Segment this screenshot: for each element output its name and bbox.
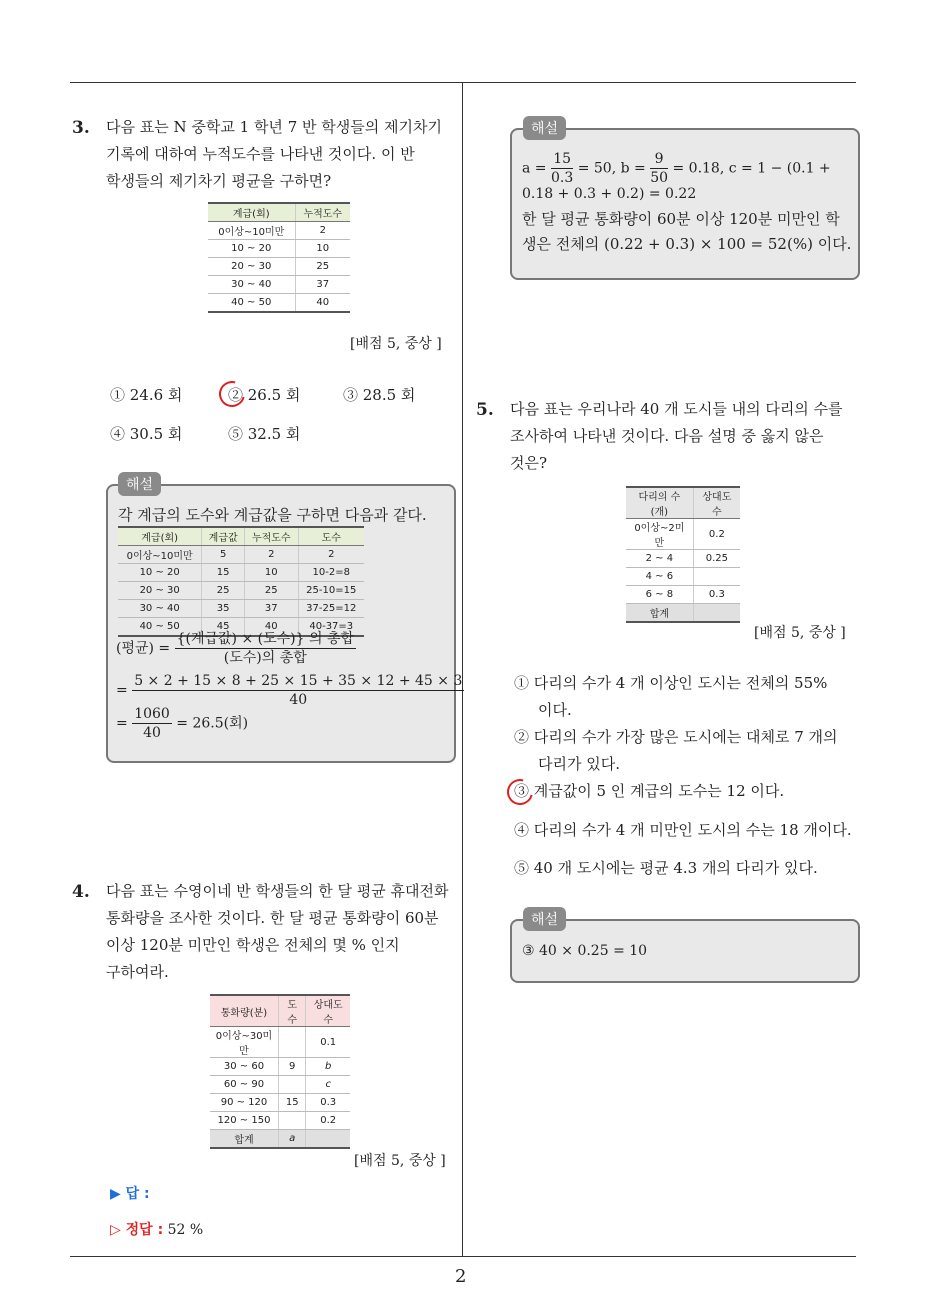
table-cell: 10	[245, 564, 299, 582]
q4-score: [배점 5, 중상 ]	[354, 1153, 446, 1169]
q4-text-line: 구하여라.	[106, 963, 169, 981]
table-cell: 15	[279, 1094, 306, 1112]
table-cell: 합계	[210, 1130, 279, 1149]
q3-text	[106, 114, 442, 195]
q3-table	[208, 202, 350, 313]
table-cell: 5	[202, 546, 245, 564]
q3-text-line: 학생들의 제기차기 평균을 구하면?	[106, 172, 332, 190]
equals-sign: =	[116, 682, 128, 699]
table-cell: 60 ~ 90	[210, 1076, 279, 1094]
table-cell: 6 ~ 8	[626, 586, 693, 604]
formula-result: = 26.5(회)	[176, 715, 249, 732]
equals-sign: =	[116, 715, 128, 732]
table-cell: 40 ~ 50	[208, 294, 295, 313]
correct-value: 52 %	[167, 1222, 204, 1238]
selected-circle-mark	[214, 376, 250, 412]
table-cell: 10 ~ 20	[118, 564, 202, 582]
q3-choice-3[interactable]: ③ 28.5 회	[343, 386, 416, 404]
q5-choice-5[interactable]	[514, 855, 818, 882]
table-row	[208, 294, 350, 313]
q3-solution-label: 해설	[118, 472, 161, 496]
choice-line: ④ 다리의 수가 4 개 미만인 도시의 수는 18 개이다.	[514, 821, 852, 839]
correct-label: ▷ 정답 :	[110, 1222, 164, 1238]
table-cell: 25-10=15	[298, 582, 364, 600]
table-cell: 0.2	[693, 519, 740, 550]
table-cell: 0이상~10미만	[118, 546, 202, 564]
table-cell: 2 ~ 4	[626, 550, 693, 568]
table-cell: 30 ~ 40	[208, 276, 295, 294]
q3-choice-4[interactable]: ④ 30.5 회	[110, 425, 183, 443]
q3-score: [배점 5, 중상 ]	[350, 336, 442, 352]
q4-text	[106, 878, 448, 986]
table-cell	[279, 1027, 306, 1058]
table-cell: 40	[295, 294, 350, 313]
table-header: 다리의 수(개)	[626, 487, 693, 519]
table-row	[118, 582, 364, 600]
table-cell	[279, 1076, 306, 1094]
table-row	[210, 1058, 350, 1076]
q5-choice-1[interactable]	[514, 670, 827, 724]
choice-line: 이다.	[538, 701, 572, 719]
table-cell: 0이상~30미만	[210, 1027, 279, 1058]
q4-solution-label: 해설	[523, 116, 566, 140]
table-cell: 2	[295, 222, 350, 240]
table-header: 계급값	[202, 527, 245, 546]
q4-answer-label: ▶ 답 :	[110, 1186, 150, 1202]
table-header: 통화량(분)	[210, 995, 279, 1027]
q3-number: 3.	[72, 118, 90, 138]
table-header: 상대도수	[693, 487, 740, 519]
fraction-denominator: 0.3	[550, 170, 574, 186]
table-row	[208, 258, 350, 276]
q4-text-line: 이상 120분 미만인 학생은 전체의 몇 % 인지	[106, 936, 400, 954]
q4-correct-answer	[110, 1219, 203, 1239]
table-row	[118, 546, 364, 564]
fraction	[175, 630, 356, 667]
q5-choice-4[interactable]	[514, 817, 852, 844]
q5-text-line: 다음 표는 우리나라 40 개 도시들 내의 다리의 수를	[510, 400, 843, 418]
table-cell: 2	[245, 546, 299, 564]
fraction-numerator: 9	[650, 150, 668, 169]
fraction-numerator: {(계급값) × (도수)} 의 총합	[176, 631, 354, 647]
table-cell: a	[279, 1130, 306, 1149]
table-cell: 30 ~ 60	[210, 1058, 279, 1076]
table-row	[208, 276, 350, 294]
page-number: 2	[455, 1266, 467, 1287]
table-total-row	[210, 1130, 350, 1149]
table-header: 상대도수	[306, 995, 350, 1027]
table-row	[210, 1076, 350, 1094]
table-cell: 15	[202, 564, 245, 582]
table-cell: 120 ~ 150	[210, 1112, 279, 1130]
formula-lhs: (평균) =	[116, 640, 171, 657]
table-cell: 25	[245, 582, 299, 600]
table-cell: 10	[295, 240, 350, 258]
q4-text-line: 통화량을 조사한 것이다. 한 달 평균 통화량이 60분	[106, 909, 439, 927]
table-cell: 10 ~ 20	[208, 240, 295, 258]
table-cell	[306, 1130, 350, 1149]
table-cell: 40	[245, 618, 299, 637]
table-cell: 35	[202, 600, 245, 618]
table-cell	[693, 604, 740, 623]
top-rule	[70, 82, 856, 83]
table-cell: 0.1	[306, 1027, 350, 1058]
table-cell: 2	[298, 546, 364, 564]
table-cell: 20 ~ 30	[118, 582, 202, 600]
table-cell: 37	[295, 276, 350, 294]
table-row	[208, 240, 350, 258]
table-cell	[279, 1112, 306, 1130]
q3-text-line: 다음 표는 N 중학교 1 학년 7 반 학생들의 제기차기	[106, 118, 442, 136]
fraction-numerator: 5 × 2 + 15 × 8 + 25 × 15 + 35 × 12 + 45 × 3	[134, 673, 463, 689]
q5-text	[510, 396, 843, 477]
table-row	[210, 1112, 350, 1130]
q5-number: 5.	[476, 400, 494, 420]
q5-text-line: 것은?	[510, 454, 548, 472]
q3-formula-step2	[116, 672, 464, 709]
q4-number: 4.	[72, 882, 90, 902]
fraction-denominator: (도수)의 총합	[223, 650, 307, 666]
table-row	[208, 222, 350, 240]
table-cell: 합계	[626, 604, 693, 623]
table-cell: 45	[202, 618, 245, 637]
choice-line: 다리가 있다.	[538, 755, 620, 773]
fraction	[132, 705, 172, 742]
table-cell: 9	[279, 1058, 306, 1076]
choice-line: ① 다리의 수가 4 개 이상인 도시는 전체의 55%	[514, 674, 828, 692]
q5-choice-3[interactable]	[514, 778, 784, 805]
table-row	[626, 550, 740, 568]
choice-line: ⑤ 40 개 도시에는 평균 4.3 개의 다리가 있다.	[514, 859, 818, 877]
table-cell: 25	[202, 582, 245, 600]
table-cell: 0.3	[693, 586, 740, 604]
table-cell: c	[306, 1076, 350, 1094]
table-row	[626, 519, 740, 550]
table-cell: 40-37=3	[298, 618, 364, 637]
q3-formula-mean	[116, 630, 356, 667]
table-header: 도수	[298, 527, 364, 546]
table-cell: 90 ~ 120	[210, 1094, 279, 1112]
table-header: 누적도수	[245, 527, 299, 546]
table-cell	[693, 568, 740, 586]
table-cell: 37	[245, 600, 299, 618]
table-header: 도수	[279, 995, 306, 1027]
table-cell: 25	[295, 258, 350, 276]
fraction-denominator: 40	[289, 692, 308, 708]
table-total-row	[626, 604, 740, 623]
table-cell: b	[306, 1058, 350, 1076]
table-cell: 10-2=8	[298, 564, 364, 582]
table-cell: 0이상~10미만	[208, 222, 295, 240]
table-row	[626, 568, 740, 586]
choice-line: ② 다리의 수가 가장 많은 도시에는 대체로 7 개의	[514, 728, 838, 746]
q3-formula-step3	[116, 705, 248, 742]
table-cell: 20 ~ 30	[208, 258, 295, 276]
fraction	[132, 672, 464, 709]
q5-solution-label: 해설	[523, 907, 566, 931]
q3-choice-2[interactable]: ② 26.5 회	[228, 386, 301, 404]
bottom-rule	[70, 1256, 856, 1257]
table-cell: 37-25=12	[298, 600, 364, 618]
q5-text-line: 조사하여 나타낸 것이다. 다음 설명 중 옳지 않은	[510, 427, 824, 445]
formula-part: = 50, b =	[577, 160, 646, 177]
q3-solution-table	[118, 526, 364, 637]
table-row	[118, 564, 364, 582]
q4-table	[210, 994, 350, 1149]
table-cell: 4 ~ 6	[626, 568, 693, 586]
q3-choice-5[interactable]: ⑤ 32.5 회	[228, 425, 301, 443]
q4-solution-line3: 한 달 평균 통화량이 60분 이상 120분 미만인 학	[522, 210, 840, 228]
column-divider	[462, 82, 463, 1257]
table-header: 계급(회)	[118, 527, 202, 546]
table-row	[210, 1027, 350, 1058]
table-cell: 0.2	[306, 1112, 350, 1130]
table-cell: 0.25	[693, 550, 740, 568]
q3-text-line: 기록에 대하여 누적도수를 나타낸 것이다. 이 반	[106, 145, 415, 163]
table-cell: 0.3	[306, 1094, 350, 1112]
q3-solution-intro: 각 계급의 도수와 계급값을 구하면 다음과 같다.	[118, 506, 427, 524]
q5-choice-2[interactable]	[514, 724, 838, 778]
q3-choice-1[interactable]: ① 24.6 회	[110, 386, 183, 404]
table-row	[626, 586, 740, 604]
table-row	[210, 1094, 350, 1112]
formula-part: = 0.18, c = 1 − (0.1 +	[672, 160, 831, 177]
formula-part: a =	[522, 160, 547, 177]
q5-table	[626, 486, 740, 623]
fraction-denominator: 50	[650, 170, 669, 186]
fraction-numerator: 1060	[134, 706, 170, 722]
q5-solution-text: ③ 40 × 0.25 = 10	[522, 943, 648, 959]
q4-text-line: 다음 표는 수영이네 반 학생들의 한 달 평균 휴대전화	[106, 882, 449, 900]
q4-solution-line2: 0.18 + 0.3 + 0.2) = 0.22	[522, 186, 697, 202]
table-header: 누적도수	[295, 203, 350, 222]
fraction-denominator: 40	[143, 725, 161, 741]
choice-line: ③ 계급값이 5 인 계급의 도수는 12 이다.	[514, 782, 785, 800]
table-cell: 40 ~ 50	[118, 618, 202, 637]
table-cell: 0이상~2미만	[626, 519, 693, 550]
fraction-numerator: 15	[551, 150, 573, 169]
table-header: 계급(회)	[208, 203, 295, 222]
table-row	[118, 600, 364, 618]
table-cell: 30 ~ 40	[118, 600, 202, 618]
q4-solution-line4: 생은 전체의 (0.22 + 0.3) × 100 = 52(%) 이다.	[522, 235, 852, 253]
q5-score: [배점 5, 중상 ]	[754, 625, 846, 641]
